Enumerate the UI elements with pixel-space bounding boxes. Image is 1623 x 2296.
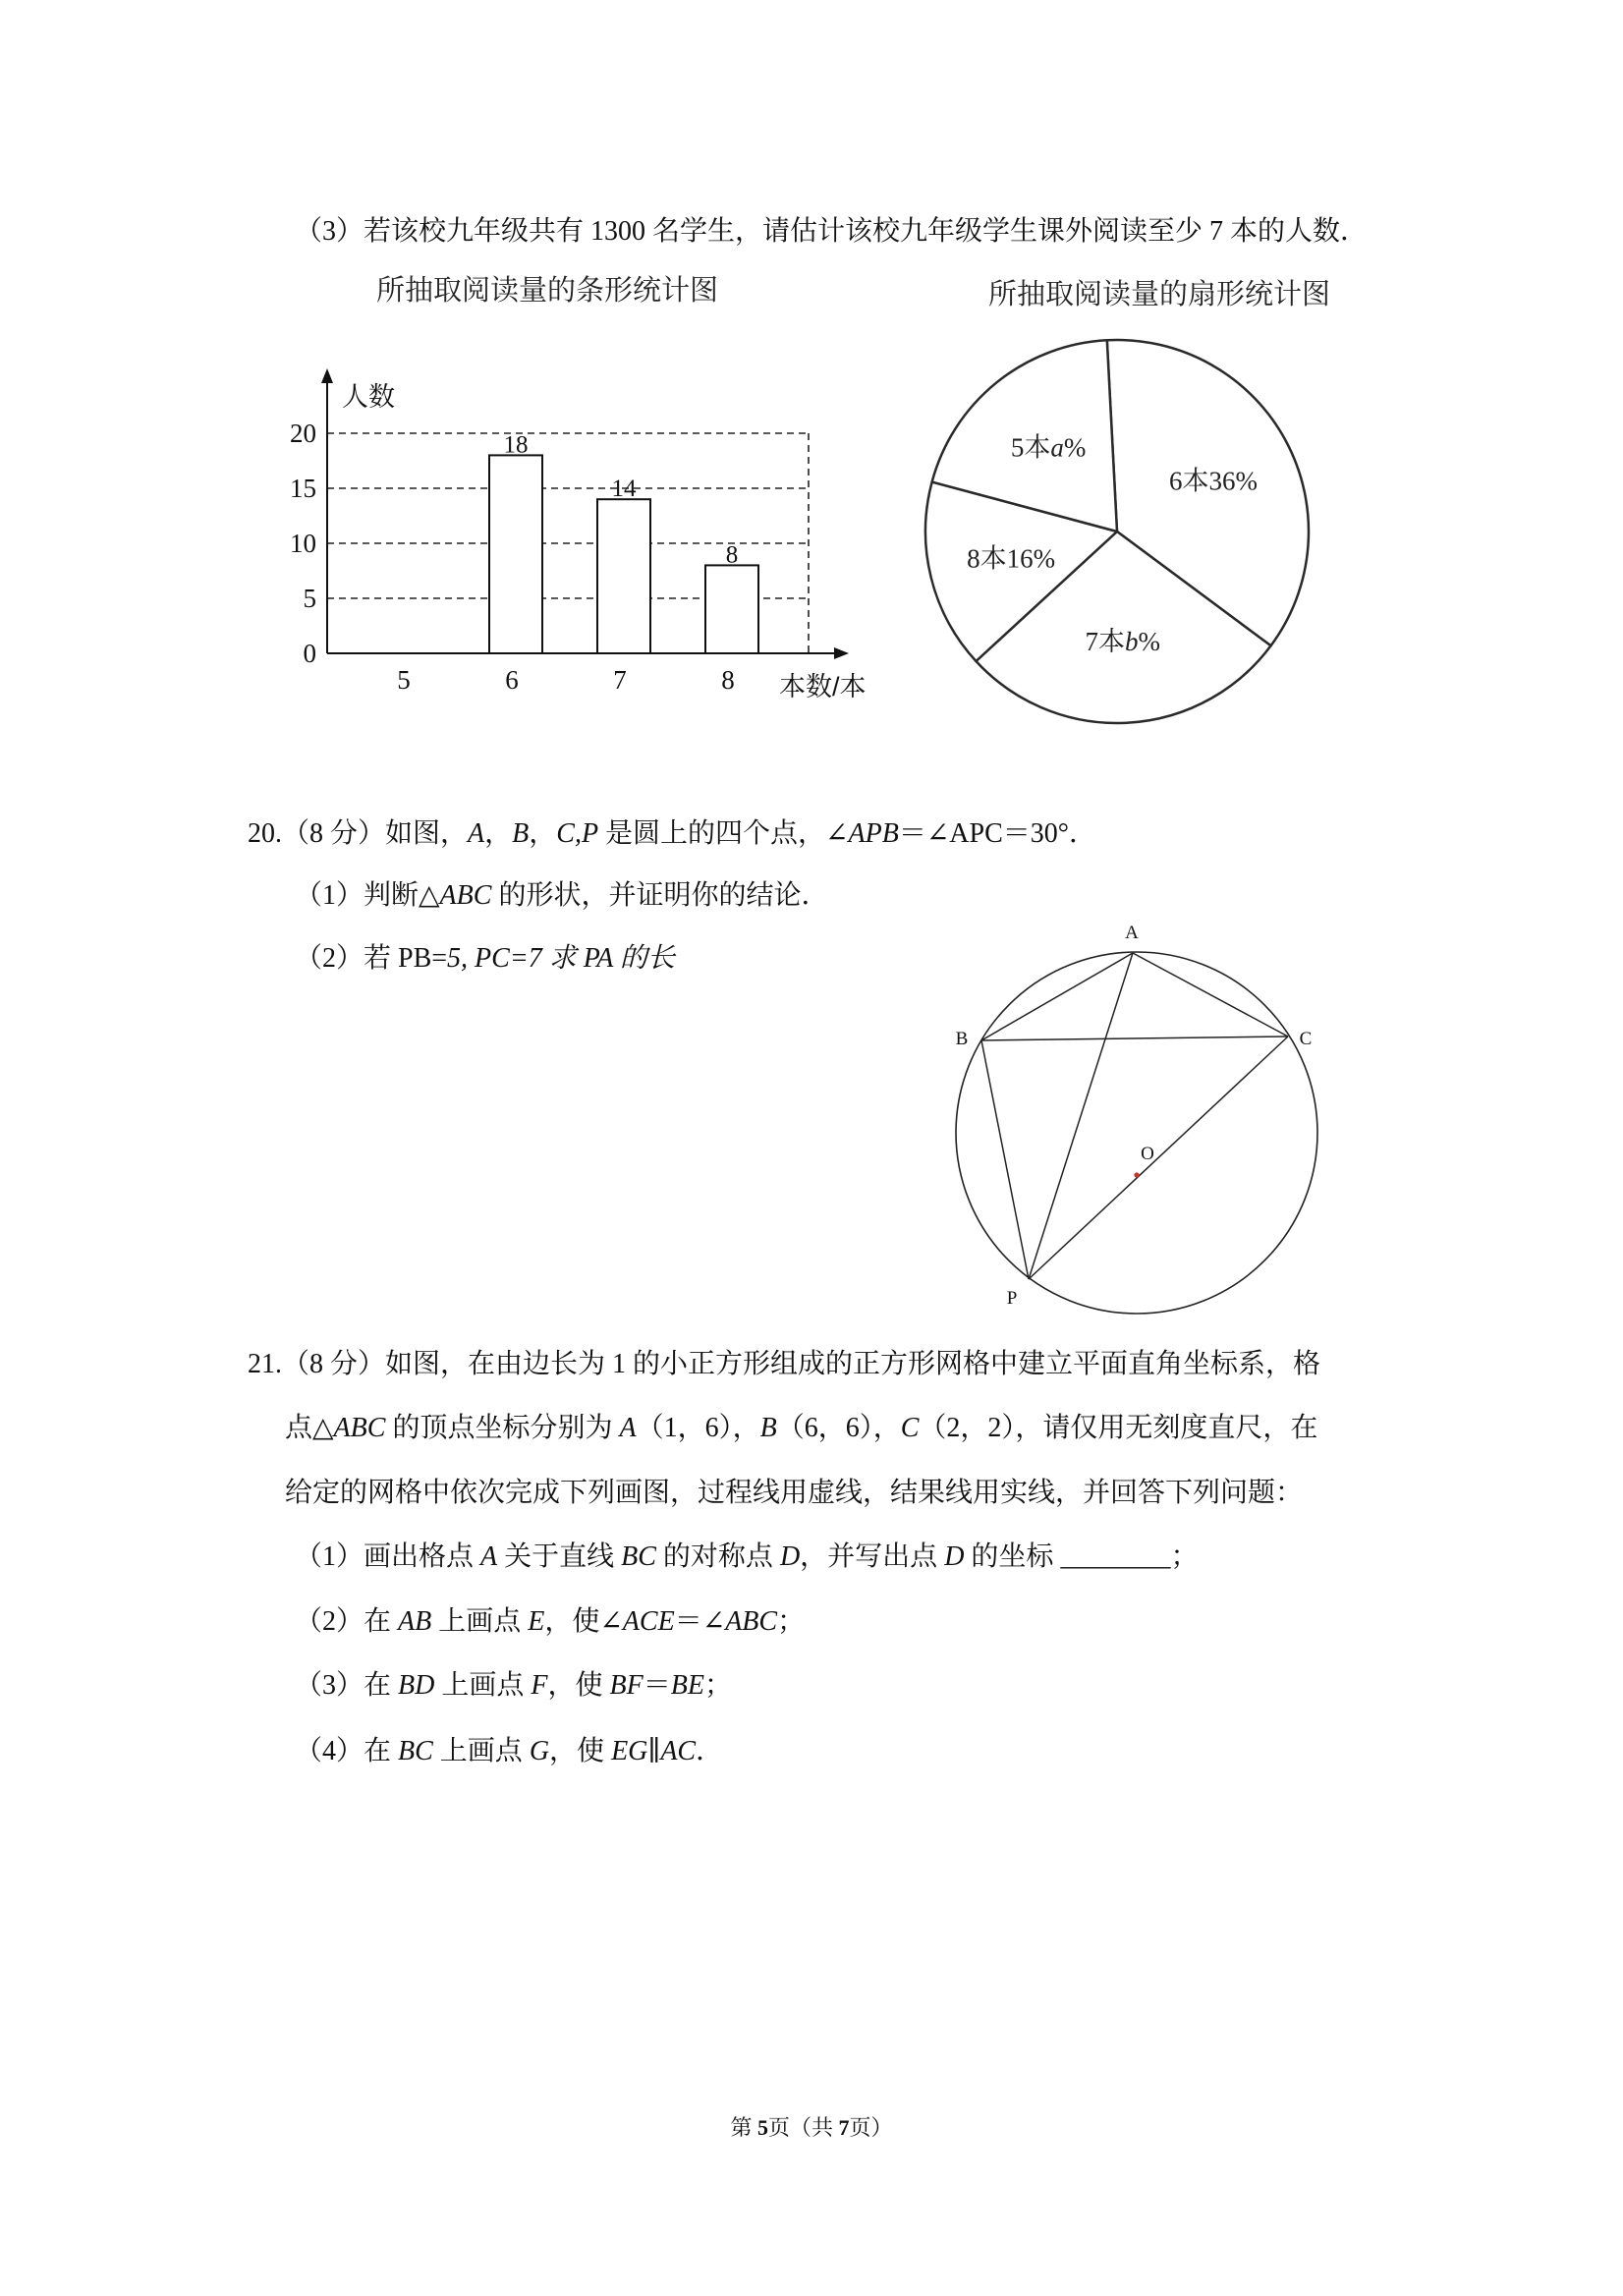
text-run: （1，6）， bbox=[636, 1413, 760, 1443]
pie-chart bbox=[911, 325, 1323, 738]
bar bbox=[489, 455, 542, 653]
y-tick-label: 0 bbox=[303, 639, 316, 668]
pie-slice-percent-variable: b bbox=[1125, 627, 1139, 656]
q21-line3 bbox=[285, 1476, 1303, 1511]
italic-text-run: D bbox=[779, 1541, 801, 1572]
x-tick-label: 6 bbox=[505, 665, 519, 695]
text-run: （4）在 bbox=[295, 1736, 399, 1766]
q21-part1 bbox=[295, 1540, 1198, 1575]
pie-slice-category: 5本 bbox=[1010, 432, 1051, 463]
pie-slice-percent: 16% bbox=[1006, 543, 1056, 574]
italic-text-run: C bbox=[900, 1413, 920, 1443]
y-axis-arrow bbox=[321, 368, 333, 383]
text-run: ，使 bbox=[547, 1670, 610, 1701]
q21-part3 bbox=[295, 1668, 732, 1704]
text-run: 上画点 bbox=[432, 1736, 530, 1766]
segment-bc bbox=[981, 1036, 1288, 1040]
q20-stem bbox=[248, 816, 1096, 852]
italic-text-run: BC bbox=[398, 1736, 433, 1766]
text-run: 给定的网格中依次完成下列画图，过程线用虚线，结果线用实线，并回答下列问题： bbox=[285, 1478, 1304, 1508]
text-run: ； bbox=[1170, 1541, 1199, 1572]
point-label-o: O bbox=[1141, 1144, 1154, 1164]
x-tick-label: 7 bbox=[613, 665, 627, 695]
pie-slice-label bbox=[1011, 433, 1087, 463]
italic-text-run: 5, PC=7 求 PA 的长 bbox=[447, 943, 675, 974]
text-run: ，使 bbox=[549, 1736, 612, 1766]
y-axis-title: 人数 bbox=[342, 382, 395, 412]
segment-bp bbox=[981, 1040, 1029, 1279]
pie-slice-percent: 36% bbox=[1208, 466, 1258, 496]
y-tick-label: 20 bbox=[290, 419, 316, 448]
italic-text-run: A bbox=[468, 818, 485, 849]
bar bbox=[597, 499, 650, 653]
bar-chart bbox=[285, 354, 904, 717]
text-run: ＝∠APC＝30°． bbox=[898, 818, 1096, 849]
text-run: 21.（8 分）如图，在由边长为 1 的小正方形组成的正方形网格中建立平面直角坐标系，格 bbox=[248, 1349, 1321, 1379]
italic-text-run: B bbox=[759, 1413, 777, 1443]
italic-text-run: ACE bbox=[622, 1606, 675, 1637]
text-run: （2）若 PB= bbox=[295, 943, 448, 974]
segment-ac bbox=[1133, 953, 1288, 1036]
text-run: ＝ bbox=[643, 1670, 671, 1701]
text-run: （1）判断△ bbox=[295, 880, 440, 911]
pie-chart-title: 所抽取阅读量的扇形统计图 bbox=[987, 279, 1331, 310]
bar bbox=[705, 565, 758, 653]
text-run: ． bbox=[696, 1736, 724, 1766]
text-run: （2，2），请仅用无刻度直尺，在 bbox=[919, 1413, 1318, 1443]
text-run: （1）画出格点 bbox=[295, 1541, 481, 1572]
x-tick-label: 5 bbox=[397, 665, 411, 695]
text-run: ，使∠ bbox=[544, 1606, 623, 1637]
pie-slice-percent-sign: % bbox=[1063, 432, 1087, 463]
bar-value-label: 18 bbox=[503, 431, 529, 459]
q21-line2 bbox=[285, 1411, 1317, 1446]
text-run: 的对称点 bbox=[655, 1541, 780, 1572]
page-footer bbox=[730, 2113, 892, 2143]
italic-text-run: BD bbox=[398, 1670, 435, 1701]
q20-part2 bbox=[295, 941, 675, 977]
text-run: 的顶点坐标分别为 bbox=[385, 1413, 620, 1443]
italic-text-run: ABC bbox=[725, 1606, 778, 1637]
pie-slice-percent-variable: a bbox=[1050, 432, 1064, 463]
text-run: 关于直线 bbox=[497, 1541, 622, 1572]
q21-line1 bbox=[248, 1347, 1320, 1382]
circle-geometry-figure bbox=[923, 904, 1356, 1316]
italic-text-run: D bbox=[944, 1541, 965, 1572]
italic-text-run: BC bbox=[621, 1541, 656, 1572]
text-run: ________ bbox=[1060, 1541, 1171, 1572]
bar-chart-title: 所抽取阅读量的条形统计图 bbox=[375, 275, 719, 307]
italic-text-run: ABC bbox=[333, 1413, 386, 1443]
footer-suffix: 页） bbox=[849, 2115, 893, 2140]
text-run: ； bbox=[777, 1606, 806, 1637]
italic-text-run: A bbox=[480, 1541, 498, 1572]
italic-text-run: BE bbox=[670, 1670, 704, 1701]
italic-text-run: ABC bbox=[439, 880, 492, 911]
italic-text-run: AB bbox=[398, 1606, 432, 1637]
italic-text-run: APB bbox=[848, 818, 899, 849]
pie-slice-label bbox=[967, 544, 1055, 574]
text-run: 上画点 bbox=[431, 1606, 529, 1637]
text-run: 的形状，并证明你的结论． bbox=[491, 880, 829, 911]
pie-slice-label bbox=[1086, 627, 1161, 656]
center-point-o bbox=[1134, 1172, 1139, 1177]
pie-slice-percent-sign: % bbox=[1138, 627, 1161, 656]
x-tick-label: 8 bbox=[721, 665, 735, 695]
text-run: ，并写出点 bbox=[800, 1541, 945, 1572]
pie-slice-category: 7本 bbox=[1085, 627, 1126, 656]
italic-text-run: AC bbox=[660, 1736, 697, 1766]
pie-slice-category: 8本 bbox=[967, 543, 1007, 574]
italic-text-run: EG bbox=[611, 1736, 648, 1766]
pie-slice-category: 6本 bbox=[1169, 466, 1209, 496]
text-run: （3）在 bbox=[295, 1670, 399, 1701]
text-run: 点△ bbox=[285, 1413, 334, 1443]
x-axis-title: 本数/本 bbox=[779, 672, 867, 701]
point-label-c: C bbox=[1299, 1029, 1313, 1049]
pie-slice-label bbox=[1169, 467, 1258, 496]
text-run: 的坐标 bbox=[964, 1541, 1061, 1572]
point-label-p: P bbox=[1006, 1288, 1018, 1309]
footer-prefix: 第 bbox=[730, 2115, 757, 2140]
text-run: 20.（8 分）如图， bbox=[248, 818, 469, 849]
italic-text-run: E bbox=[528, 1606, 545, 1637]
text-run: 上画点 bbox=[434, 1670, 532, 1701]
x-axis-arrow bbox=[834, 647, 849, 659]
text-run: 是圆上的四个点，∠ bbox=[598, 818, 849, 849]
circumcircle bbox=[956, 952, 1317, 1314]
q21-part4 bbox=[295, 1734, 723, 1769]
italic-text-run: A bbox=[619, 1413, 637, 1443]
italic-text-run: G bbox=[529, 1736, 550, 1766]
bar-value-label: 8 bbox=[725, 541, 739, 569]
y-tick-label: 5 bbox=[303, 584, 316, 613]
point-label-a: A bbox=[1125, 923, 1139, 943]
footer-mid: 页（共 bbox=[767, 2115, 839, 2140]
y-tick-label: 10 bbox=[290, 529, 316, 558]
bar-value-label: 14 bbox=[611, 476, 637, 503]
text-run: ， bbox=[529, 818, 557, 849]
text-run: ； bbox=[703, 1670, 732, 1701]
italic-text-run: F bbox=[531, 1670, 548, 1701]
italic-text-run: BF bbox=[609, 1670, 644, 1701]
q20-part1 bbox=[295, 878, 828, 914]
q19-part3-text: （3）若该校九年级共有 1300 名学生，请估计该校九年级学生课外阅读至少 7 本的人数． bbox=[295, 216, 1369, 247]
footer-page-number: 5 bbox=[756, 2115, 768, 2140]
q21-part2 bbox=[295, 1604, 805, 1640]
point-label-b: B bbox=[955, 1029, 969, 1049]
text-run: （2）在 bbox=[295, 1606, 399, 1637]
segment-ab bbox=[981, 953, 1133, 1040]
text-run: （6，6）， bbox=[776, 1413, 901, 1443]
text-run: ， bbox=[484, 818, 513, 849]
italic-text-run: B bbox=[512, 818, 530, 849]
footer-total-pages: 7 bbox=[838, 2115, 850, 2140]
italic-text-run: C,P bbox=[556, 818, 599, 849]
text-run: ∥ bbox=[647, 1736, 661, 1766]
y-tick-label: 15 bbox=[290, 474, 316, 503]
text-run: ＝∠ bbox=[674, 1606, 726, 1637]
